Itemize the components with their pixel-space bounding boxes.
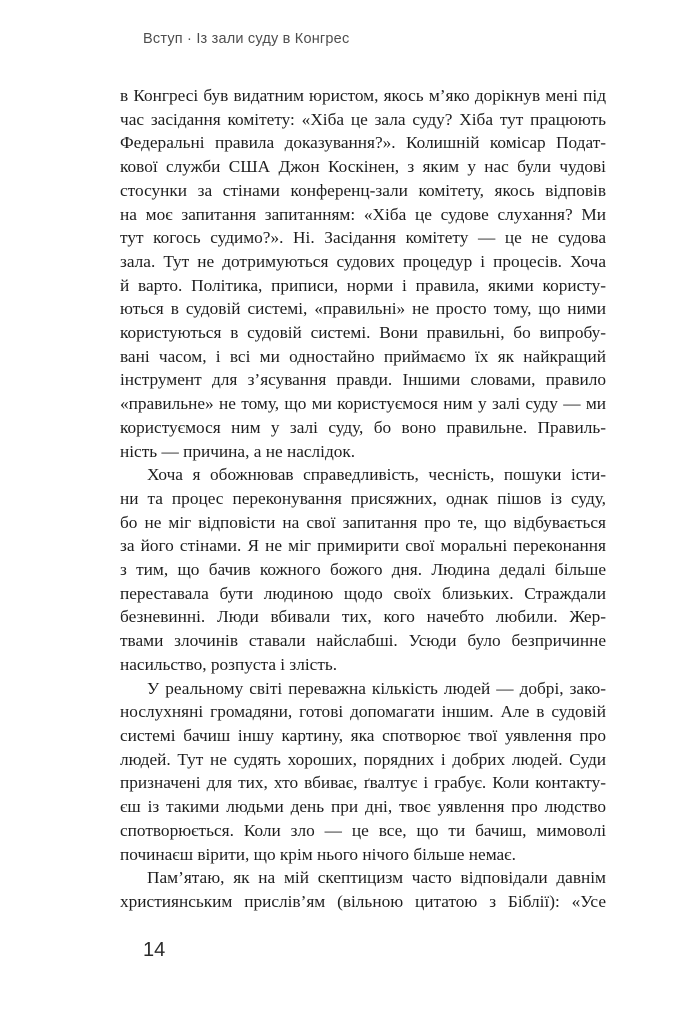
- text-line: зала. Тут не дотримуються судових процедур і процесів. Хоча: [120, 251, 606, 271]
- text-line: Федеральні правила доказування?». Колишній комісар Подат-: [120, 133, 606, 153]
- text-line: в Конгресі був видатним юристом, якось м’яко дорікнув мені під: [120, 86, 606, 105]
- text-line: починаєш вірити, що крім нього нічого більше немає.: [120, 844, 516, 864]
- text-line: бо не міг відповісти на свої запитання про те, що відбувається: [120, 512, 606, 532]
- running-header: Вступ · Із зали суду в Конгрес: [143, 31, 350, 47]
- text-line: за його стінами. Я не міг примирити свої моральні переконання: [120, 536, 606, 556]
- text-line: переставала бути людиною щодо своїх близьких. Страждали: [120, 583, 606, 603]
- text-line: твами злочинів ставали найслабші. Усюди було безпричинне: [120, 631, 606, 651]
- body-text-block: [120, 84, 606, 914]
- text-line: час засідання комітету: «Хіба це зала суду? Хіба тут працюють: [120, 109, 606, 129]
- text-line: користуються в судовій системі. Вони правильні, бо випробу-: [120, 323, 606, 343]
- text-line: інструмент для з’ясування правди. Іншими словами, правило: [120, 370, 606, 390]
- text-line: користуємося ним у залі суду, бо воно правильне. Правиль-: [120, 417, 606, 437]
- text-line: призначені для тих, хто вбиває, ґвалтує і грабує. Коли контакту-: [120, 773, 606, 793]
- text-line: єш із такими людьми день при дні, твоє уявлення про людство: [120, 797, 606, 817]
- text-line: з тим, що бачив кожного божого дня. Людина дедалі більше: [120, 560, 606, 580]
- text-line: вані часом, і всі ми одностайно приймаємо їх як найкращий: [120, 346, 606, 366]
- text-line: християнським прислів’ям (вільною цитатою з Біблії): «Усе: [120, 891, 606, 911]
- text-line: У реальному світі переважна кількість людей — добрі, зако-: [147, 678, 606, 698]
- page-number: 14: [143, 939, 166, 961]
- text-line: людей. Тут не судять хороших, порядних і добрих людей. Суди: [120, 749, 606, 769]
- text-line: тут когось судимо?». Ні. Засідання комітету — це не судова: [120, 228, 606, 248]
- text-line: й варто. Політика, приписи, норми і правила, якими користу-: [120, 275, 606, 295]
- text-line: Хоча я обожнював справедливість, чесність, пошуки істи-: [147, 465, 606, 485]
- text-line: безневинні. Люди вбивали тих, кого начебто любили. Жер-: [120, 607, 606, 627]
- text-line: насильство, розпуста і злість.: [120, 654, 338, 674]
- text-line: на моє запитання запитанням: «Хіба це судове слухання? Ми: [120, 204, 606, 224]
- text-line: ни та процес переконування присяжних, однак пішов із суду,: [120, 488, 606, 508]
- text-line: ються в судовій системі, «правильні» не просто тому, що ними: [120, 299, 606, 319]
- text-line: Пам’ятаю, як на мій скептицизм часто відповідали давнім: [147, 868, 606, 888]
- text-line: стосунки за стінами конференц-зали комітету, якось відповів: [120, 180, 606, 200]
- text-line: «правильне» не тому, що ми користуємося ним у залі суду — ми: [120, 394, 606, 414]
- text-line: кової служби США Джон Коскінен, з яким у нас були чудові: [120, 157, 606, 177]
- text-line: нослухняні громадяни, готові допомагати іншим. Але в судовій: [120, 702, 606, 722]
- text-line: спотворюється. Коли зло — це все, що ти бачиш, мимоволі: [120, 820, 606, 840]
- text-line: системі бачиш іншу картину, яка спотворює твої уявлення про: [120, 725, 606, 745]
- text-line: ність — причина, а не наслідок.: [120, 441, 356, 461]
